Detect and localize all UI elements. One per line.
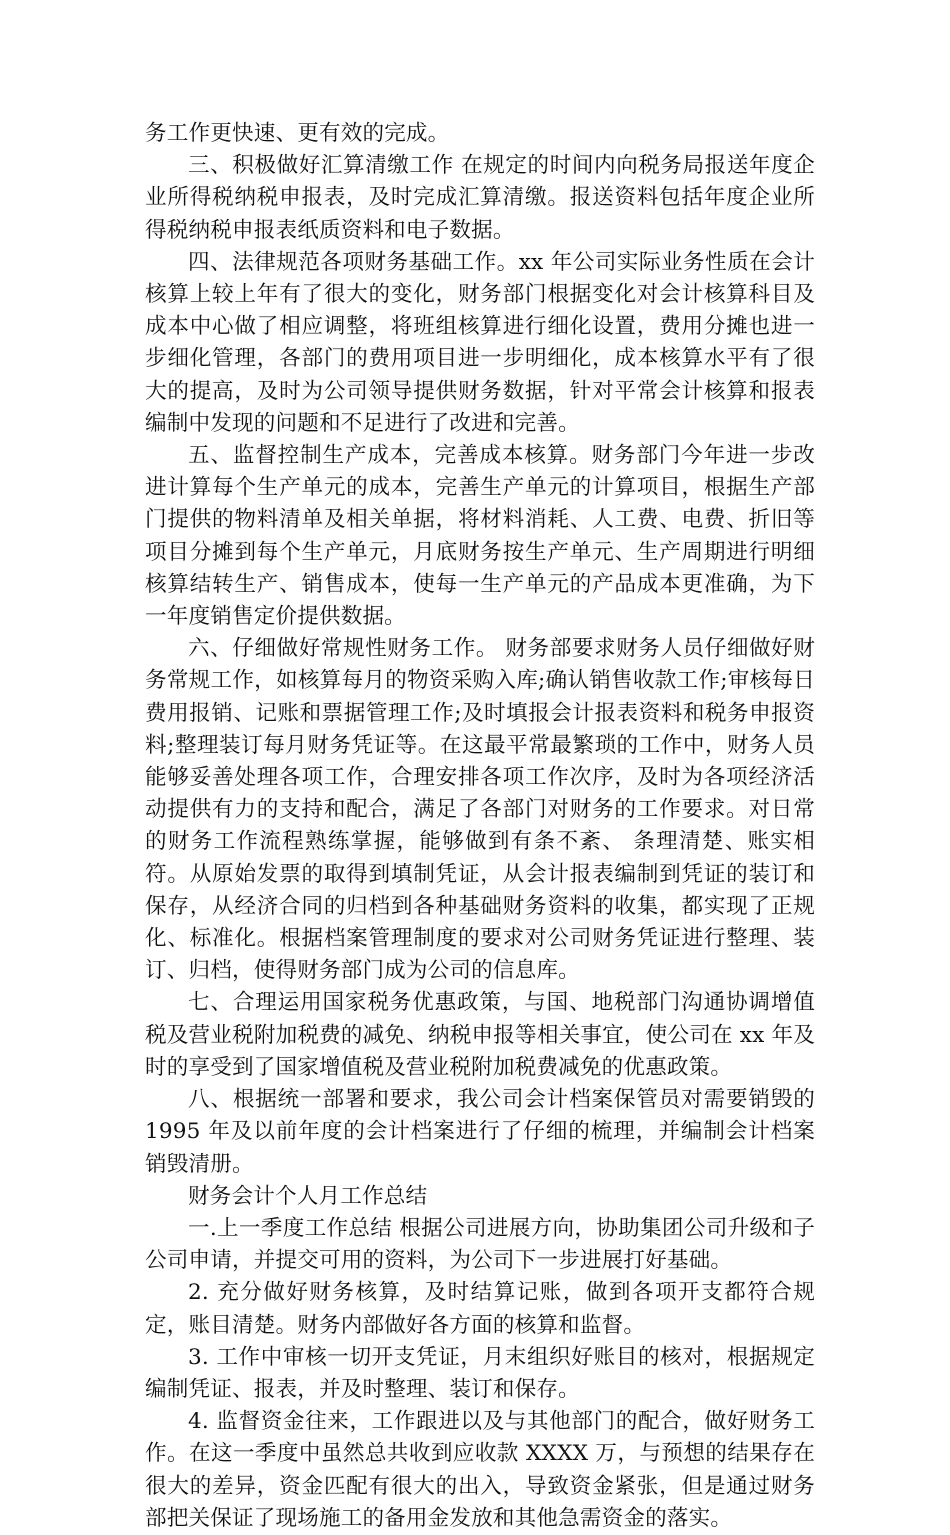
paragraph-section-6: 六、仔细做好常规性财务工作。 财务部要求财务人员仔细做好财务常规工作，如核算每月的物资采购入库;确认销售收款工作;审核每日费用报销、记账和票据管理工作;及时填报会计报表资料和税务申报资料;整理装订每月财务凭证等。在这最平常最繁琐的工作中，财务人员能够妥善处理各项工作，合理安排各项工作次序，及时为各项经济活动提供有力的支持和配合，满足了各部门对财务的工作要求。对日常的财务工作流程熟练掌握，能够做到有条不紊、 条理清楚、账实相符。从原始发票的取得到填制凭证，从会计报表编制到凭证的装订和保存，从经济合同的归档到各种基础财务资料的收集，都实现了正规化、标准化。根据档案管理制度的要求对公司财务凭证进行整理、装订、归档，使得财务部门成为公司的信息库。 xyxy=(145,636,815,984)
paragraph-section-7: 七、合理运用国家税务优惠政策，与国、地税部门沟通协调增值税及营业税附加税费的减免、纳税申报等相关事宜，使公司在 xx 年及时的享受到了国家增值税及营业税附加税费减免的优惠政策。 xyxy=(145,990,815,1080)
paragraph-summary-4: 4. 监督资金往来，工作跟进以及与其他部门的配合，做好财务工作。在这一季度中虽然总共收到应收款 XXXX 万，与预想的结果存在很大的差异，资金匹配有很大的出入，导致资金紧张，但是通过财务部把关保证了现场施工的备用金发放和其他急需资金的落实。 xyxy=(145,1409,815,1531)
section-heading: 财务会计个人月工作总结 xyxy=(188,1183,428,1209)
paragraph-section-3: 三、积极做好汇算清缴工作 在规定的时间内向税务局报送年度企业所得税纳税申报表，及时完成汇算清缴。报送资料包括年度企业所得税纳税申报表纸质资料和电子数据。 xyxy=(145,153,815,243)
document-body xyxy=(145,118,815,1535)
paragraph-summary-2: 2. 充分做好财务核算，及时结算记账，做到各项开支都符合规定，账目清楚。财务内部做好各方面的核算和监督。 xyxy=(145,1280,815,1338)
paragraph-summary-3: 3. 工作中审核一切开支凭证，月末组织好账目的核对，根据规定编制凭证、报表，并及时整理、装订和保存。 xyxy=(145,1344,815,1402)
paragraph-summary-1: 一.上一季度工作总结 根据公司进展方向，协助集团公司升级和子公司申请，并提交可用的资料，为公司下一步进展打好基础。 xyxy=(145,1215,815,1274)
paragraph-continuation: 务工作更快速、更有效的完成。 xyxy=(145,121,450,146)
paragraph-section-8: 八、根据统一部署和要求，我公司会计档案保管员对需要销毁的 1995 年及以前年度的会计档案进行了仔细的梳理，并编制会计档案销毁清册。 xyxy=(145,1087,815,1177)
paragraph-section-5: 五、监督控制生产成本，完善成本核算。财务部门今年进一步改进计算每个生产单元的成本，完善生产单元的计算项目，根据生产部门提供的物料清单及相关单据，将材料消耗、人工费、电费、折旧等项目分摊到每个生产单元，月底财务按生产单元、生产周期进行明细核算结转生产、销售成本，使每一生产单元的产品成本更准确，为下一年度销售定价提供数据。 xyxy=(145,443,815,630)
paragraph-section-4: 四、法律规范各项财务基础工作。xx 年公司实际业务性质在会计核算上较上年有了很大的变化，财务部门根据变化对会计核算科目及成本中心做了相应调整，将班组核算进行细化设置，费用分摊也进一步细化管理，各部门的费用项目进一步明细化，成本核算水平有了很大的提高，及时为公司领导提供财务数据，针对平常会计核算和报表编制中发现的问题和不足进行了改进和完善。 xyxy=(145,249,815,436)
